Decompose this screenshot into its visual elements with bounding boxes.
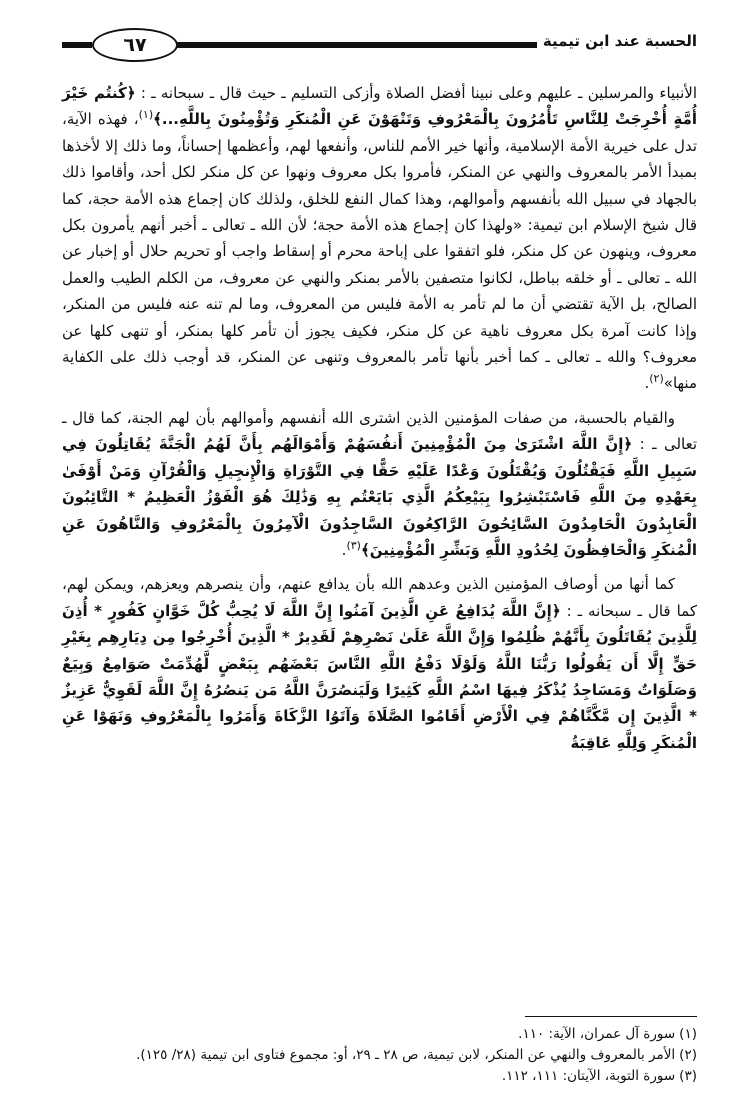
main-text [62, 80, 697, 756]
footnote-text: سورة آل عمران، الآية: ١١٠. [518, 1026, 676, 1042]
footnote-number: (٢) [679, 1047, 697, 1063]
text-run: . [341, 540, 347, 559]
footnote-number: (٣) [679, 1068, 697, 1084]
footnote-ref-2: (٢) [649, 372, 664, 386]
footnotes [62, 1024, 697, 1087]
footnote-3 [62, 1066, 697, 1087]
text-run: الأنبياء والمرسلين ـ عليهم وعلى نبينا أفضل الصلاة وأزكى التسليم ـ حيث قال ـ سبحانه ـ : [135, 84, 697, 102]
header-rule-end [62, 42, 92, 48]
page-header [62, 22, 697, 74]
paragraph-3 [62, 571, 697, 756]
text-run: والقيام بالحسبة، من صفات المؤمنين الذين اشترى الله أنفسهم وأموالهم بأن لهم الجنة، كما قال ـ تعالى ـ : [62, 408, 697, 454]
paragraph-2 [62, 405, 697, 563]
footnote-ref-3: (٣) [346, 538, 361, 552]
text-run: كما أنها من أوصاف المؤمنين الذين وعدهم الله بأن يدافع عنهم، وأن ينصرهم ويعزهم، ويمكن لهم، كما قال ـ سبحانه ـ : [62, 575, 697, 620]
quran-verse: ﴿إِنَّ اللَّهَ اشْتَرَىٰ مِنَ الْمُؤْمِنِينَ أَنفُسَهُمْ وَأَمْوَالَهُم بِأَنَّ لَهُمُ الْجَنَّةَ يُقَاتِلُونَ فِي سَبِيلِ اللَّهِ فَيَقْتُلُونَ وَيُقْتَلُونَ وَعْدًا عَلَيْهِ حَقًّا فِي التَّوْرَاةِ وَالْإِنجِيلِ وَالْقُرْآنِ وَمَنْ أَوْفَىٰ بِعَهْدِهِ مِنَ اللَّهِ فَاسْتَبْشِرُوا بِبَيْعِكُمُ الَّذِي بَايَعْتُم بِهِ وَذَٰلِكَ هُوَ الْفَوْزُ الْعَظِيمُ * التَّائِبُونَ الْعَابِدُونَ الْحَامِدُونَ السَّائِحُونَ الرَّاكِعُونَ السَّاجِدُونَ الْآمِرُونَ بِالْمَعْرُوفِ وَالنَّاهُونَ عَنِ الْمُنكَرِ وَالْحَافِظُونَ لِحُدُودِ اللَّهِ وَبَشِّرِ الْمُؤْمِنِينَ﴾ [62, 435, 697, 559]
footnote-text: الأمر بالمعروف والنهي عن المنكر، لابن تيمية، ص ٢٨ ـ ٢٩، أو: مجموع فتاوى ابن تيمية (٢٨/ ١٢٥). [136, 1047, 676, 1063]
header-rule [177, 42, 537, 48]
footnote-text: سورة التوبة، الآيتان: ١١١، ١١٢. [501, 1068, 676, 1084]
paragraph-1 [62, 80, 697, 397]
footnote-divider [525, 1016, 697, 1017]
quran-verse: ﴿كُنتُم خَيْرَ أُمَّةٍ أُخْرِجَتْ لِلنَّاسِ تَأْمُرُونَ بِالْمَعْرُوفِ وَتَنْهَوْنَ عَنِ الْمُنكَرِ وَتُؤْمِنُونَ بِاللَّهِ...﴾ [62, 84, 697, 129]
text-run: ، فهذه الآية، تدل على خيرية الأمة الإسلامية، وأنها خير الأمم للناس، وأنفعها لهم، وأعظمها إحساناً، وما ذلك إلا لأخذها بمبدأ الأمر بالمعروف والنهي عن المنكر، فأمروا بكل معروف ونهوا عن كل منكر لكل أحد، وأقاموا ذلك بالجهاد في سبيل الله بأنفسهم وأموالهم، وهذا كمال النفع للخلق، ولذلك كان إجماع هذه الأمة حجة، كما قال شيخ الإسلام ابن تيمية: «ولهذا كان إجماع هذه الأمة حجة؛ لأن الله ـ تعالى ـ أخبر أنهم يأمرون بكل معروف، وينهون عن كل منكر، فلو اتفقوا على إباحة محرم أو إسقاط واجب أو تحريم حلال أو إخبار عن الله ـ تعالى ـ أو خلقه بباطل، لكانوا متصفين بالأمر بمنكر والنهي عن معروف، من الكلم الطيب والعمل الصالح، بل الآية تقتضي أن ما لم تأمر به الأمة فليس من المعروف، وما لم تنه عنه فليس من المنكر، وإذا كانت آمرة بكل معروف ناهية عن كل منكر، فكيف يجوز أن تأمر كلها بمنكر، أو تنهى كلها عن معروف؟ والله ـ تعالى ـ كما أخبر بأنها تأمر بالمعروف وتنهى عن المنكر، قد أوجب ذلك على الكفاية منها» [62, 110, 697, 393]
text-run: . [644, 374, 650, 393]
footnote-number: (١) [679, 1026, 697, 1042]
page-number: ٦٧ [92, 28, 178, 62]
footnote-ref-1: (١) [138, 108, 154, 122]
running-title: الحسبة عند ابن تيمية [542, 32, 697, 50]
footnote-1 [62, 1024, 697, 1045]
quran-verse: ﴿إِنَّ اللَّهَ يُدَافِعُ عَنِ الَّذِينَ آمَنُوا إِنَّ اللَّهَ لَا يُحِبُّ كُلَّ خَوَّانٍ كَفُورٍ * أُذِنَ لِلَّذِينَ يُقَاتَلُونَ بِأَنَّهُمْ ظُلِمُوا وَإِنَّ اللَّهَ عَلَىٰ نَصْرِهِمْ لَقَدِيرٌ * الَّذِينَ أُخْرِجُوا مِن دِيَارِهِم بِغَيْرِ حَقٍّ إِلَّا أَن يَقُولُوا رَبُّنَا اللَّهُ وَلَوْلَا دَفْعُ اللَّهِ النَّاسَ بَعْضَهُم بِبَعْضٍ لَّهُدِّمَتْ صَوَامِعُ وَبِيَعٌ وَصَلَوَاتٌ وَمَسَاجِدُ يُذْكَرُ فِيهَا اسْمُ اللَّهِ كَثِيرًا وَلَيَنصُرَنَّ اللَّهُ مَن يَنصُرُهُ إِنَّ اللَّهَ لَقَوِيٌّ عَزِيزٌ * الَّذِينَ إِن مَّكَّنَّاهُمْ فِي الْأَرْضِ أَقَامُوا الصَّلَاةَ وَآتَوُا الزَّكَاةَ وَأَمَرُوا بِالْمَعْرُوفِ وَنَهَوْا عَنِ الْمُنكَرِ وَلِلَّهِ عَاقِبَةُ [62, 601, 697, 752]
footnote-2 [62, 1045, 697, 1066]
